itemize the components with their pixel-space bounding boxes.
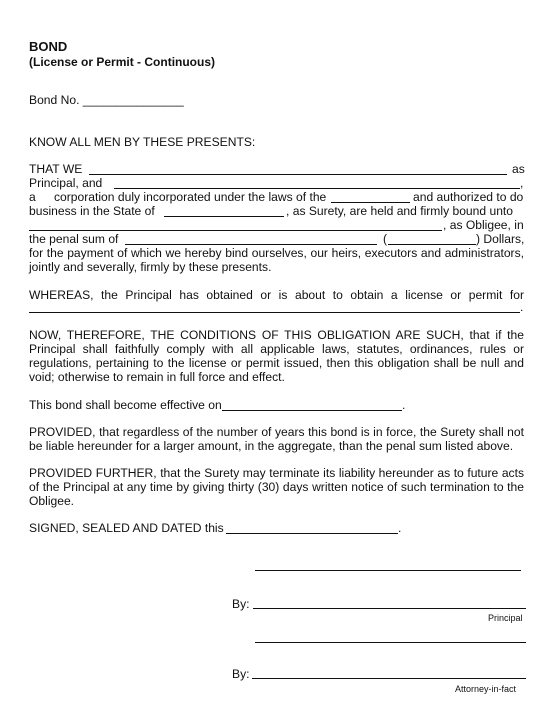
- signed-text: SIGNED, SEALED AND DATED this: [29, 521, 224, 535]
- provided-further-line-1: PROVIDED FURTHER, that the Surety may terminate its liability hereunder as to future acts: [29, 466, 524, 480]
- know-all-heading: KNOW ALL MEN BY THESE PRESENTS:: [29, 135, 256, 149]
- business-text: business in the State of: [29, 204, 155, 218]
- now-therefore-line-4: void; otherwise to remain in full force and effect.: [29, 370, 285, 384]
- business-state-field[interactable]: [164, 216, 284, 217]
- document-subtitle: (License or Permit - Continuous): [29, 55, 216, 69]
- bond-no-label: [29, 93, 184, 107]
- effective-end: .: [402, 398, 406, 412]
- document-title: BOND: [29, 39, 68, 54]
- signed-end: .: [398, 521, 402, 535]
- by-label-2: By:: [232, 667, 250, 681]
- by-label-1: By:: [232, 597, 250, 611]
- now-therefore-line-2: Principal shall faithfully comply with all applicable laws, statutes, ordinances, rules or: [29, 342, 524, 356]
- bond-no-text: Bond No.: [29, 93, 83, 107]
- period-1: ,: [520, 176, 524, 190]
- state-of-incorporation-field[interactable]: [331, 202, 410, 203]
- now-therefore-line-3: regulations, pertaining to the license or permit issued, then this obligation shall be null and: [29, 356, 524, 370]
- principal-signature-line[interactable]: [253, 608, 526, 609]
- authorized-text: and authorized to do: [413, 190, 524, 204]
- penal-sum-words-field[interactable]: [125, 244, 377, 245]
- corporation-text: corporation duly incorporated under the laws of the: [54, 190, 327, 204]
- whereas-text: WHEREAS, the Principal has obtained or is about to obtain a license or permit for: [29, 288, 524, 302]
- surety-name-field[interactable]: [114, 188, 520, 189]
- attorney-signature-line[interactable]: [252, 678, 526, 679]
- principal-and-label: Principal, and: [29, 176, 103, 190]
- principal-name-signature-line[interactable]: [255, 570, 521, 571]
- as-label: as: [512, 162, 525, 176]
- effective-date-field[interactable]: [222, 410, 402, 411]
- principal-caption: Principal: [488, 613, 523, 623]
- payment-line-1: for the payment of which we hereby bind ourselves, our heirs, executors and administrators,: [29, 246, 524, 260]
- obligee-name-field[interactable]: [29, 230, 442, 231]
- payment-line-2: jointly and severally, firmly by these presents.: [29, 260, 272, 274]
- obligee-text: , as Obligee, in: [443, 218, 524, 232]
- that-we-label: THAT WE: [29, 162, 83, 176]
- a-label: a: [29, 190, 36, 204]
- provided-line-2: be liable hereunder for a larger amount, in the aggregate, than the penal sum listed above.: [29, 439, 514, 453]
- principal-name-field[interactable]: [89, 174, 507, 175]
- surety-text: , as Surety, are held and firmly bound unto: [286, 204, 513, 218]
- penal-sum-amount-field[interactable]: [388, 244, 476, 245]
- paren-open: (: [383, 232, 388, 246]
- bond-no-field[interactable]: _______________: [82, 93, 184, 107]
- penal-sum-text: the penal sum of: [29, 232, 119, 246]
- license-permit-field[interactable]: [29, 312, 520, 313]
- effective-text: This bond shall become effective on: [29, 398, 222, 412]
- signed-date-field[interactable]: [226, 533, 398, 534]
- provided-further-line-3: Obligee.: [29, 494, 75, 508]
- attorney-caption: Attorney-in-fact: [455, 684, 517, 694]
- provided-further-line-2: of the Principal at any time by giving thirty (30) days written notice of such termination to the: [29, 480, 524, 494]
- whereas-end: .: [520, 300, 524, 314]
- now-therefore-line-1: NOW, THEREFORE, THE CONDITIONS OF THIS OBLIGATION ARE SUCH, that if the: [29, 328, 524, 342]
- surety-name-signature-line[interactable]: [255, 642, 526, 643]
- dollars-text: ) Dollars,: [476, 232, 525, 246]
- provided-line-1: PROVIDED, that regardless of the number of years this bond is in force, the Surety shall not: [29, 425, 524, 439]
